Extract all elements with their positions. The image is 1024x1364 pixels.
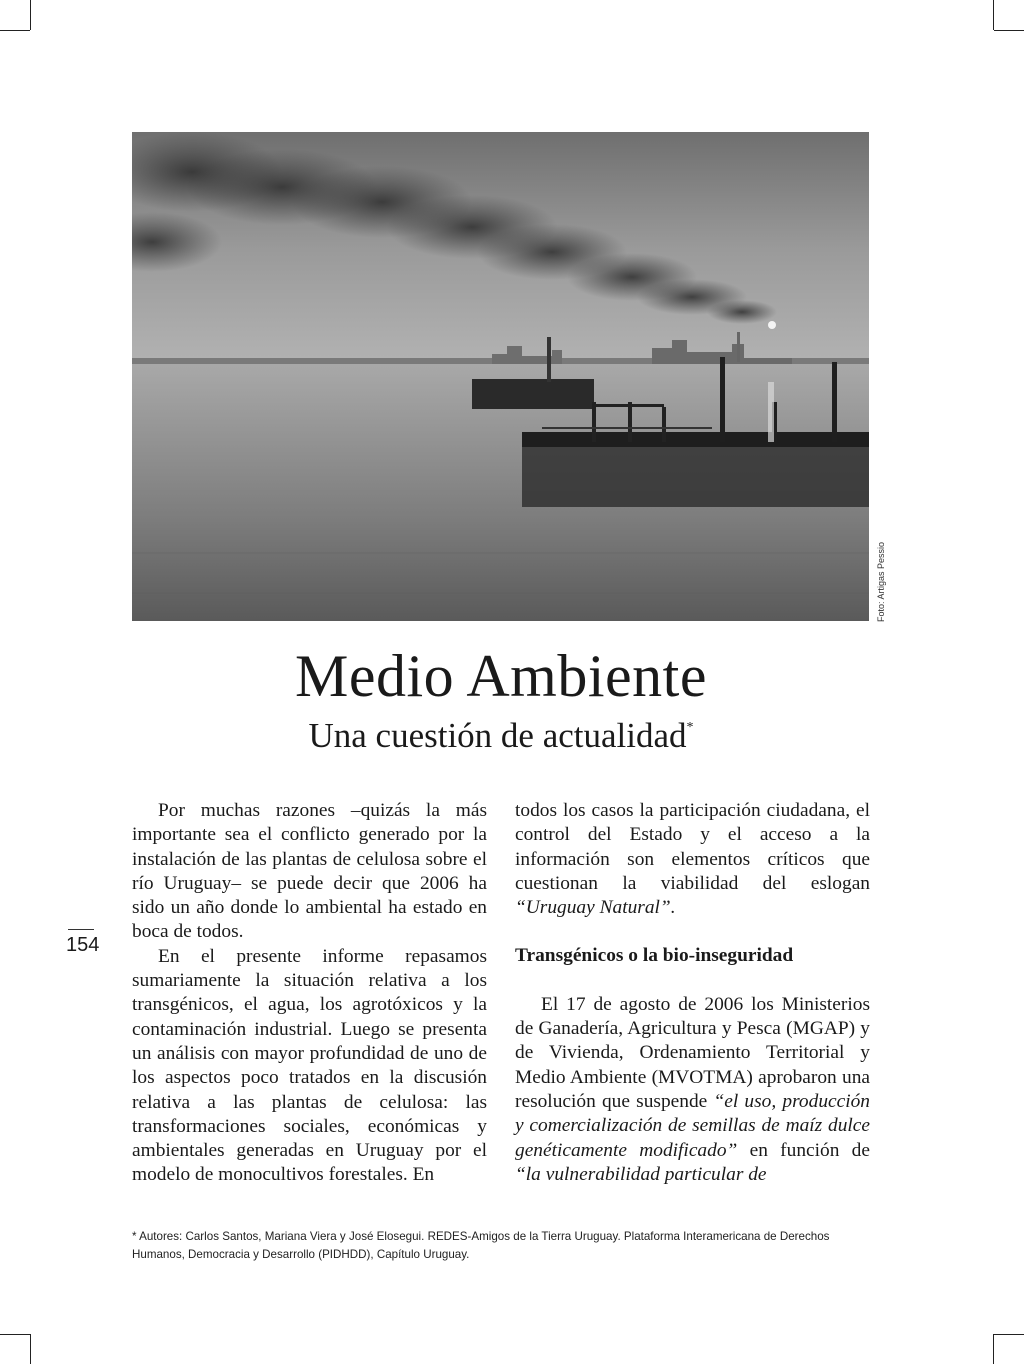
paragraph-text: todos los casos la participación ciudadana, el control del Estado y el acceso a la información son elementos críticos que cuestionan la viabilidad del eslogan xyxy=(515,800,870,894)
paragraph xyxy=(515,993,870,1187)
crop-mark xyxy=(30,0,31,30)
footnote: * Autores: Carlos Santos, Mariana Viera y José Elosegui. REDES-Amigos de la Tierra Uruguay. Plataforma Interamericana de Derechos Humanos, Democracia y Desarrollo (PIDHDD), Capítulo Uruguay. xyxy=(132,1230,830,1261)
cover-photo xyxy=(132,132,869,621)
page-subtitle xyxy=(0,716,1002,756)
page-number-rule xyxy=(68,929,94,930)
section-heading: Transgénicos o la bio-inseguridad xyxy=(515,945,794,967)
page-title: Medio Ambiente xyxy=(295,643,707,709)
paragraph-text: en función de xyxy=(737,1139,870,1161)
crop-mark xyxy=(0,1334,30,1335)
page-number: 154 xyxy=(66,934,100,956)
paragraph xyxy=(515,799,870,920)
quote: “el uso, producción y comercialización de semillas de maíz dulce genéticamente modificado” xyxy=(515,1090,871,1161)
paragraph: En el presente informe repasamos sumariamente la situación relativa a los transgénicos, el agua, los agrotóxicos y la contaminación industrial. Luego se presenta un análisis con mayor profundidad de uno de los aspectos poco tratados en la discusión relativa a las plantas de celulosa: las transformaciones sociales, económicas y ambientales generadas en Uruguay por el modelo de monocultivos forestales. En xyxy=(132,945,487,1186)
crop-mark xyxy=(30,1334,31,1364)
crop-mark xyxy=(994,30,1024,31)
paragraph: Por muchas razones –quizás la más importante sea el conflicto generado por la instalación de las plantas de celulosa sobre el río Uruguay– se puede decir que 2006 ha sido un año donde lo ambiental ha estado en boca de todos. xyxy=(132,800,487,943)
subtitle-text: Una cuestión de actualidad xyxy=(308,716,687,755)
photo-credit: Foto: Artigas Pessio xyxy=(876,541,886,622)
crop-mark xyxy=(993,1334,994,1364)
left-column xyxy=(132,799,487,1188)
right-column xyxy=(515,799,870,1187)
quote: “la vulnerabilidad particular de xyxy=(515,1163,767,1185)
crop-mark xyxy=(994,1334,1024,1335)
crop-mark xyxy=(0,30,30,31)
crop-mark xyxy=(993,0,994,30)
footnote-mark: * xyxy=(686,720,694,735)
paragraph-text: El 17 de agosto de 2006 los Ministerios de Ganadería, Agricultura y Pesca (MGAP) y de Vivienda, Ordenamiento Territorial y Medio Ambiente (MVOTMA) aprobaron una resolución que suspende xyxy=(515,993,870,1112)
slogan-quote: “Uruguay Natural”. xyxy=(515,897,676,919)
